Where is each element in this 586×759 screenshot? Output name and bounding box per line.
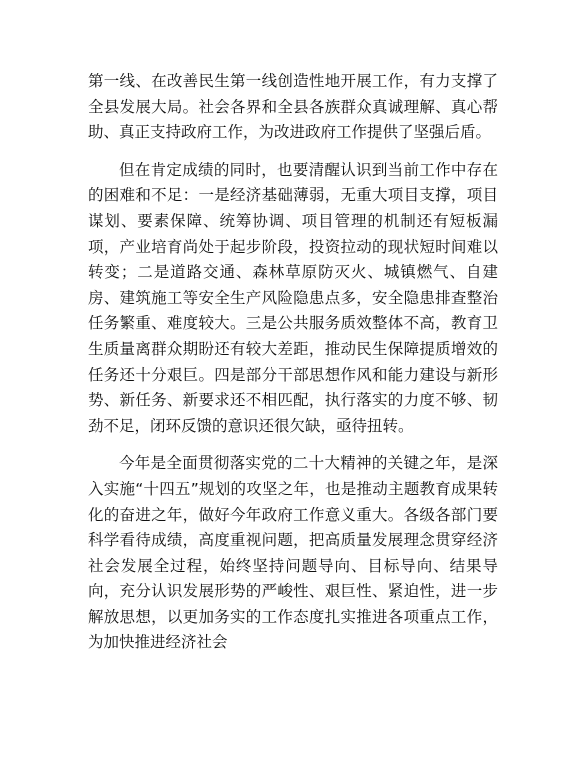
document-body: [88, 69, 498, 668]
paragraph-3: 今年是全面贯彻落实党的二十大精神的关键之年，是深入实施“十四五”规划的攻坚之年，也是推动主题教育成果转化的奋进之年，做好今年政府工作意义重大。各级各部门要科学看待成绩，高度重视问题，把高质量发展理念贯穿经济社会发展全过程，始终坚持问题导向、目标导向、结果导向，充分认识发展形势的严峻性、艰巨性、紧迫性，进一步解放思想，以更加务实的工作态度扎实推进各项重点工作，为加快推进经济社会: [88, 454, 498, 652]
paragraph-1: 第一线、在改善民生第一线创造性地开展工作，有力支撑了全县发展大局。社会各界和全县各族群众真诚理解、真心帮助、真正支持政府工作，为改进政府工作提供了坚强后盾。: [88, 72, 498, 142]
paragraph-2: 但在肯定成绩的同时，也要清醒认识到当前工作中存在的困难和不足：一是经济基础薄弱，无重大项目支撑，项目谋划、要素保障、统筹协调、项目管理的机制还有短板漏项，产业培育尚处于起步阶段，投资拉动的现状短时间难以转变；二是道路交通、森林草原防灭火、城镇燃气、自建房、建筑施工等安全生产风险隐患点多，安全隐患排查整治任务繁重、难度较大。三是公共服务质效整体不高，教育卫生质量离群众期盼还有较大差距，推动民生保障提质增效的任务还十分艰巨。四是部分干部思想作风和能力建设与新形势、新任务、新要求还不相匹配，执行落实的力度不够、韧劲不足，闭环反馈的意识还很欠缺，亟待扭转。: [88, 160, 498, 435]
